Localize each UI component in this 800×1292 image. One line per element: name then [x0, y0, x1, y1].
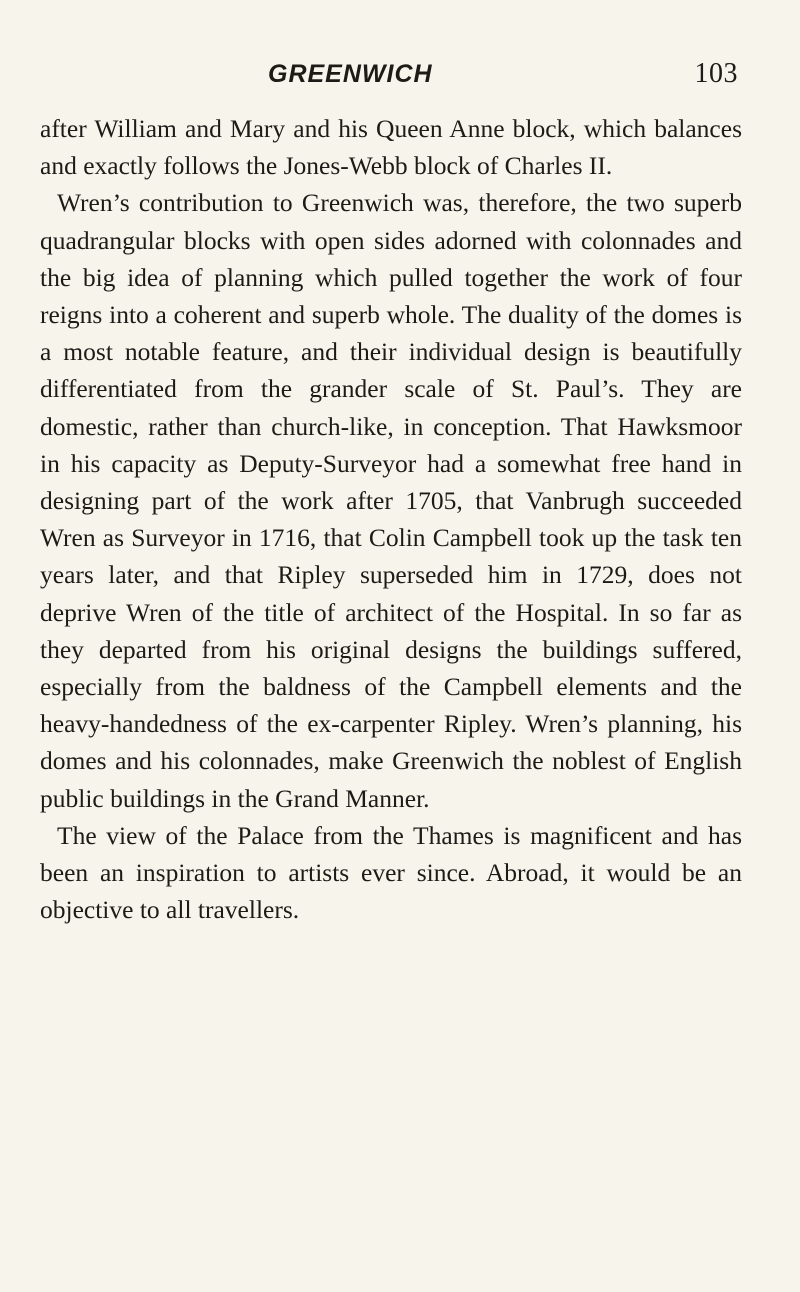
running-head	[0, 58, 800, 98]
running-title: GREENWICH	[268, 60, 433, 88]
body-text	[40, 110, 742, 928]
page-number: 103	[694, 58, 738, 89]
paragraph-wren-contribution: Wren’s contribution to Greenwich was, therefore, the two superb quadrangular blocks with open sides adorned with colonnades and the big idea of planning which pulled together the work of four reigns into a coherent and superb whole. The duality of the domes is a most notable feature, and their individual design is beautifully differentiated from the grander scale of St. Paul’s. They are domestic, rather than church-like, in conception. That Hawksmoor in his capacity as Deputy-Surveyor had a somewhat free hand in designing part of the work after 1705, that Vanbrugh succeeded Wren as Surveyor in 1716, that Colin Campbell took up the task ten years later, and that Ripley superseded him in 1729, does not deprive Wren of the title of architect of the Hospital. In so far as they departed from his original designs the buildings suffered, especially from the baldness of the Campbell elements and the heavy-handedness of the ex-carpenter Ripley. Wren’s planning, his domes and his colonnades, make Greenwich the noblest of English public buildings in the Grand Manner.	[40, 188, 742, 813]
paragraph-thames-view: The view of the Palace from the Thames is magnificent and has been an inspiration to artists ever since. Abroad, it would be an objective to all travellers.	[40, 820, 742, 925]
paragraph-continuation: after William and Mary and his Queen Anne block, which balances and exactly follows the Jones-Webb block of Charles II.	[40, 114, 742, 181]
